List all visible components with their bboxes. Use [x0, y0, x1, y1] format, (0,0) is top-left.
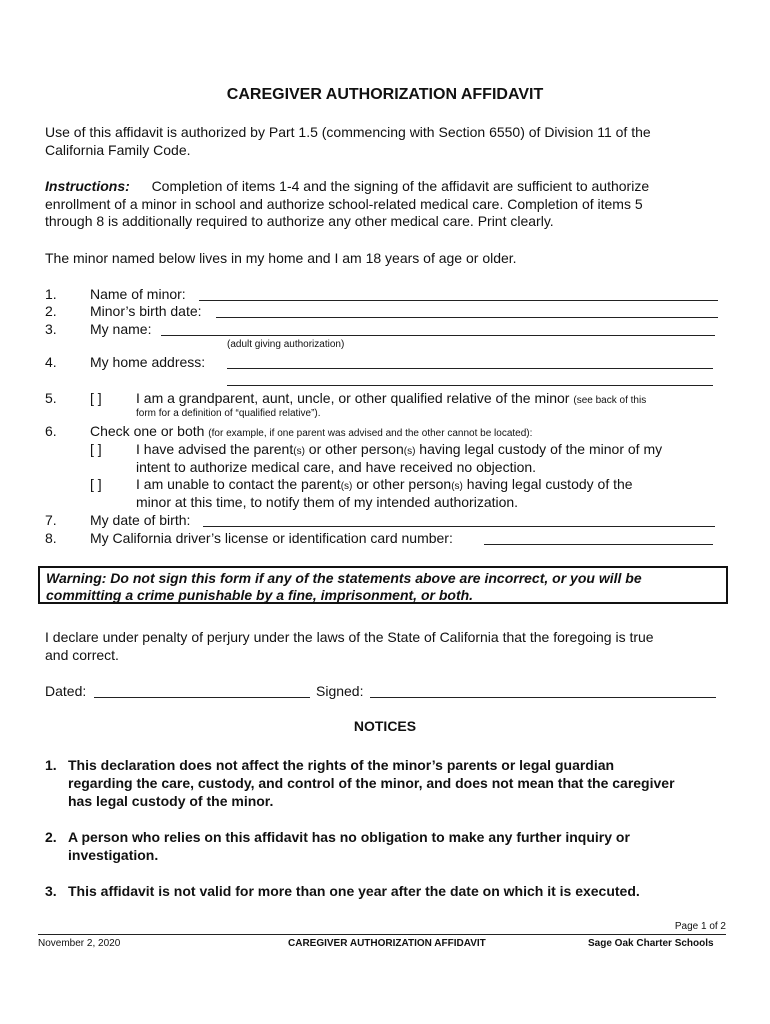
- signature-field[interactable]: [370, 697, 716, 698]
- declaration-line-1: I declare under penalty of perjury under the laws of the State of California that the foregoing is true: [45, 629, 654, 645]
- notice-1-line-1: This declaration does not affect the rights of the minor’s parents or legal guardian: [68, 757, 615, 773]
- intro-line-2: California Family Code.: [45, 142, 191, 158]
- check-one-note: (for example, if one parent was advised and the other cannot be located):: [208, 428, 533, 439]
- item-8-number: 8.: [45, 530, 57, 546]
- advised-parent-text-a: I have advised the parent: [136, 441, 294, 457]
- unable-contact-text-c: having legal custody of the: [462, 476, 633, 492]
- unable-contact-s2: (s): [451, 481, 463, 492]
- instructions-text-1: Completion of items 1-4 and the signing of the affidavit are sufficient to authorize: [151, 178, 650, 194]
- page-number: Page 1 of 2: [674, 921, 726, 932]
- item-4-number: 4.: [45, 354, 57, 370]
- my-birthdate-field[interactable]: [203, 526, 715, 527]
- document-title: CAREGIVER AUTHORIZATION AFFIDAVIT: [226, 86, 544, 103]
- notice-3-number: 3.: [45, 883, 57, 899]
- footer-title: CAREGIVER AUTHORIZATION AFFIDAVIT: [288, 938, 486, 949]
- relative-note-2: form for a definition of “qualified relative”).: [136, 408, 321, 419]
- advised-parent-text-b: or other person: [304, 441, 404, 457]
- advised-parent-s1: (s): [293, 446, 305, 457]
- item-2-number: 2.: [45, 303, 57, 319]
- notice-2-number: 2.: [45, 829, 57, 845]
- instructions-line-3: through 8 is additionally required to authorize any other medical care. Print clearly.: [45, 213, 554, 229]
- relative-checkbox[interactable]: [ ]: [90, 390, 102, 406]
- notice-1-line-2: regarding the care, custody, and control of the minor, and does not mean that the caregiver: [68, 775, 675, 791]
- footer-date: November 2, 2020: [38, 938, 121, 949]
- home-address-field-2[interactable]: [227, 385, 713, 386]
- home-address-label: My home address:: [90, 354, 206, 370]
- declaration-line-2: and correct.: [45, 647, 119, 663]
- item-3-number: 3.: [45, 321, 57, 337]
- warning-box: [38, 566, 728, 604]
- warning-line-2: committing a crime punishable by a fine, imprisonment, or both.: [46, 587, 474, 603]
- item-1-number: 1.: [45, 286, 57, 302]
- advised-parent-s2: (s): [403, 446, 416, 457]
- my-birthdate-label: My date of birth:: [90, 512, 191, 528]
- notice-1-number: 1.: [45, 757, 57, 773]
- dated-label: Dated:: [45, 683, 87, 699]
- unable-contact-checkbox[interactable]: [ ]: [90, 476, 102, 492]
- advised-parent-text-c: having legal custody of the minor of my: [415, 441, 663, 457]
- item-6-number: 6.: [45, 423, 57, 439]
- home-address-field-1[interactable]: [227, 368, 713, 369]
- notice-1-line-3: has legal custody of the minor.: [68, 793, 274, 809]
- warning-line-1: Warning: Do not sign this form if any of the statements above are incorrect, or you will be: [46, 570, 642, 586]
- item-5-line-1: [136, 390, 646, 406]
- footer-rule: [38, 934, 726, 935]
- notices-heading: NOTICES: [353, 718, 417, 734]
- relative-statement: I am a grandparent, aunt, uncle, or other qualified relative of the minor: [136, 390, 570, 406]
- relative-note-1: (see back of this: [573, 395, 647, 406]
- unable-contact-text-a: I am unable to contact the parent: [136, 476, 341, 492]
- advised-parent-line-2: intent to authorize medical care, and have received no objection.: [136, 459, 537, 475]
- my-name-note: (adult giving authorization): [227, 339, 345, 350]
- footer-organization: Sage Oak Charter Schools: [588, 938, 714, 949]
- instructions-line-1: [45, 178, 649, 195]
- minor-birthdate-field[interactable]: [216, 317, 718, 318]
- notice-2-line-2: investigation.: [68, 847, 159, 863]
- my-name-label: My name:: [90, 321, 152, 337]
- unable-contact-line-2: minor at this time, to notify them of my intended authorization.: [136, 494, 519, 510]
- intro-line-1: Use of this affidavit is authorized by Part 1.5 (commencing with Section 6550) of Division 11 of the: [45, 124, 651, 140]
- notice-2-line-1: A person who relies on this affidavit has no obligation to make any further inquiry or: [68, 829, 630, 845]
- instructions-line-2: enrollment of a minor in school and authorize school-related medical care. Completion of items 5: [45, 196, 643, 212]
- item-6-header: [90, 423, 532, 439]
- my-name-field[interactable]: [161, 335, 715, 336]
- signed-label: Signed:: [316, 683, 364, 699]
- residence-statement: The minor named below lives in my home and I am 18 years of age or older.: [45, 250, 517, 266]
- dated-field[interactable]: [94, 697, 310, 698]
- check-one-or-both: Check one or both: [90, 423, 205, 439]
- notice-3-line-1: This affidavit is not valid for more than one year after the date on which it is executed.: [68, 883, 640, 899]
- unable-contact-text-b: or other person: [352, 476, 452, 492]
- unable-contact-line-1: [136, 476, 633, 495]
- minor-name-field[interactable]: [199, 300, 718, 301]
- advised-parent-checkbox[interactable]: [ ]: [90, 441, 102, 457]
- minor-birthdate-label: Minor’s birth date:: [90, 303, 202, 319]
- instructions-label: Instructions:: [45, 178, 130, 194]
- advised-parent-line-1: [136, 441, 662, 460]
- item-7-number: 7.: [45, 512, 57, 528]
- item-5-number: 5.: [45, 390, 57, 406]
- unable-contact-s1: (s): [340, 481, 353, 492]
- minor-name-label: Name of minor:: [90, 286, 186, 302]
- license-label: My California driver’s license or identification card number:: [90, 530, 453, 546]
- license-number-field[interactable]: [484, 544, 713, 545]
